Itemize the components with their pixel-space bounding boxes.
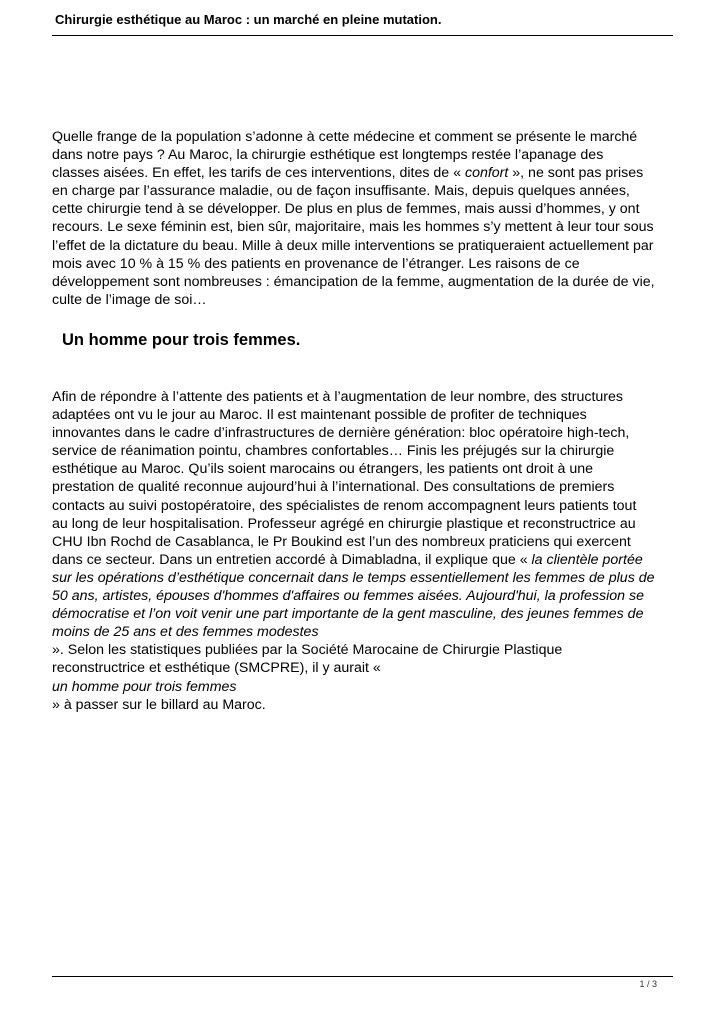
- text-line: [52, 424, 682, 442]
- paragraph-intro: [52, 128, 682, 309]
- text-segment: développement sont nombreuses : émancipation de la femme, augmentation de la durée de vie,: [52, 273, 655, 290]
- text-line: [52, 255, 682, 273]
- text-segment: dans notre pays ? Au Maroc, la chirurgie esthétique est longtemps restée l’apanage des: [52, 147, 604, 164]
- text-line: [52, 291, 682, 309]
- text-segment: service de réanimation pointu, chambres confortables… Finis les préjugés sur la chirurgie: [52, 443, 615, 460]
- paragraph-body: [52, 388, 682, 714]
- text-line: [52, 218, 682, 236]
- text-segment: », ne sont pas prises: [508, 165, 644, 182]
- text-segment: ». Selon les statistiques publiées par la Société Marocaine de Chirurgie Plastique: [52, 642, 563, 659]
- text-line: [52, 128, 682, 146]
- text-segment: » à passer sur le billard au Maroc.: [52, 696, 266, 713]
- text-line: [52, 460, 682, 478]
- text-segment: au long de leur hospitalisation. Professeur agrégé en chirurgie plastique et reconstructrice au: [52, 515, 636, 532]
- text-segment: esthétique au Maroc. Qu’ils soient marocains ou étrangers, les patients ont droit à une: [52, 461, 594, 478]
- text-segment: contacts au suivi postopératoire, des spécialistes de renom accompagnent leurs patients tout: [52, 497, 637, 514]
- text-segment: CHU Ibn Rochd de Casablanca, le Pr Boukind est l’un des nombreux praticiens qui exercent: [52, 533, 631, 550]
- text-segment: dans ce secteur. Dans un entretien accordé à Dimabladna, il explique que «: [52, 551, 532, 568]
- text-line: [52, 587, 682, 605]
- text-segment: culte de l’image de soi…: [52, 291, 207, 308]
- text-segment: classes aisées. En effet, les tarifs de ces interventions, dites de «: [52, 165, 465, 182]
- italic-text: confort: [464, 165, 509, 182]
- section-heading: Un homme pour trois femmes.: [62, 331, 301, 349]
- text-line: [52, 659, 682, 677]
- italic-text: sur les opérations d’esthétique concernait dans le temps essentiellement les femmes de plus de: [52, 569, 655, 586]
- text-segment: mois avec 10 % à 15 % des patients en provenance de l’étranger. Les raisons de ce: [52, 255, 580, 272]
- page-number: 1 / 3: [639, 979, 657, 989]
- text-segment: innovantes dans le cadre d’infrastructures de dernière génération: bloc opératoire high-tech,: [52, 425, 630, 442]
- text-line: [52, 478, 682, 496]
- text-line: [52, 273, 682, 291]
- text-line: [52, 442, 682, 460]
- text-line: [52, 200, 682, 218]
- text-segment: prestation de qualité reconnue aujourd’hui à l’international. Des consultations de premiers: [52, 479, 615, 496]
- text-segment: l’effet de la dictature du beau. Mille à deux mille interventions se pratiqueraient actuellement par: [52, 237, 654, 254]
- italic-text: moins de 25 ans et des femmes modestes: [52, 624, 319, 641]
- text-line: [52, 641, 682, 659]
- italic-text: la clientèle portée: [531, 551, 643, 568]
- italic-text: démocratise et l’on voit venir une part importante de la gent masculine, des jeunes femmes de: [52, 606, 644, 623]
- italic-text: 50 ans, artistes, épouses d'hommes d'affaires ou femmes aisées. Aujourd'hui, la profession se: [52, 588, 644, 605]
- text-segment: adaptées ont vu le jour au Maroc. Il est maintenant possible de profiter de techniques: [52, 407, 587, 424]
- text-line: [52, 533, 682, 551]
- text-line: [52, 497, 682, 515]
- text-segment: reconstructrice et esthétique (SMCPRE), il y aurait «: [52, 660, 381, 677]
- text-line: [52, 696, 682, 714]
- text-line: [52, 515, 682, 533]
- text-line: [52, 605, 682, 623]
- text-line: [52, 182, 682, 200]
- text-segment: Afin de répondre à l’attente des patients et à l’augmentation de leur nombre, des structures: [52, 389, 623, 405]
- text-segment: cette chirurgie tend à se développer. De plus en plus de femmes, mais aussi d’hommes, y ont: [52, 201, 640, 218]
- document-header-title: Chirurgie esthétique au Maroc : un marché en pleine mutation.: [55, 12, 442, 27]
- text-segment: en charge par l’assurance maladie, ou de façon insuffisante. Mais, depuis quelques années,: [52, 183, 630, 200]
- text-line: [52, 388, 682, 406]
- italic-text: un homme pour trois femmes: [52, 678, 237, 695]
- text-line: [52, 569, 682, 587]
- text-line: [52, 623, 682, 641]
- text-segment: Quelle frange de la population s’adonne à cette médecine et comment se présente le marché: [52, 129, 638, 145]
- text-line: [52, 164, 682, 182]
- header-divider: [52, 35, 673, 36]
- text-line: [52, 551, 682, 569]
- text-line: [52, 678, 682, 696]
- text-line: [52, 146, 682, 164]
- text-line: [52, 406, 682, 424]
- footer-divider: [52, 976, 673, 977]
- text-segment: recours. Le sexe féminin est, bien sûr, majoritaire, mais les hommes s’y mettent à leur tour sous: [52, 219, 654, 236]
- text-line: [52, 237, 682, 255]
